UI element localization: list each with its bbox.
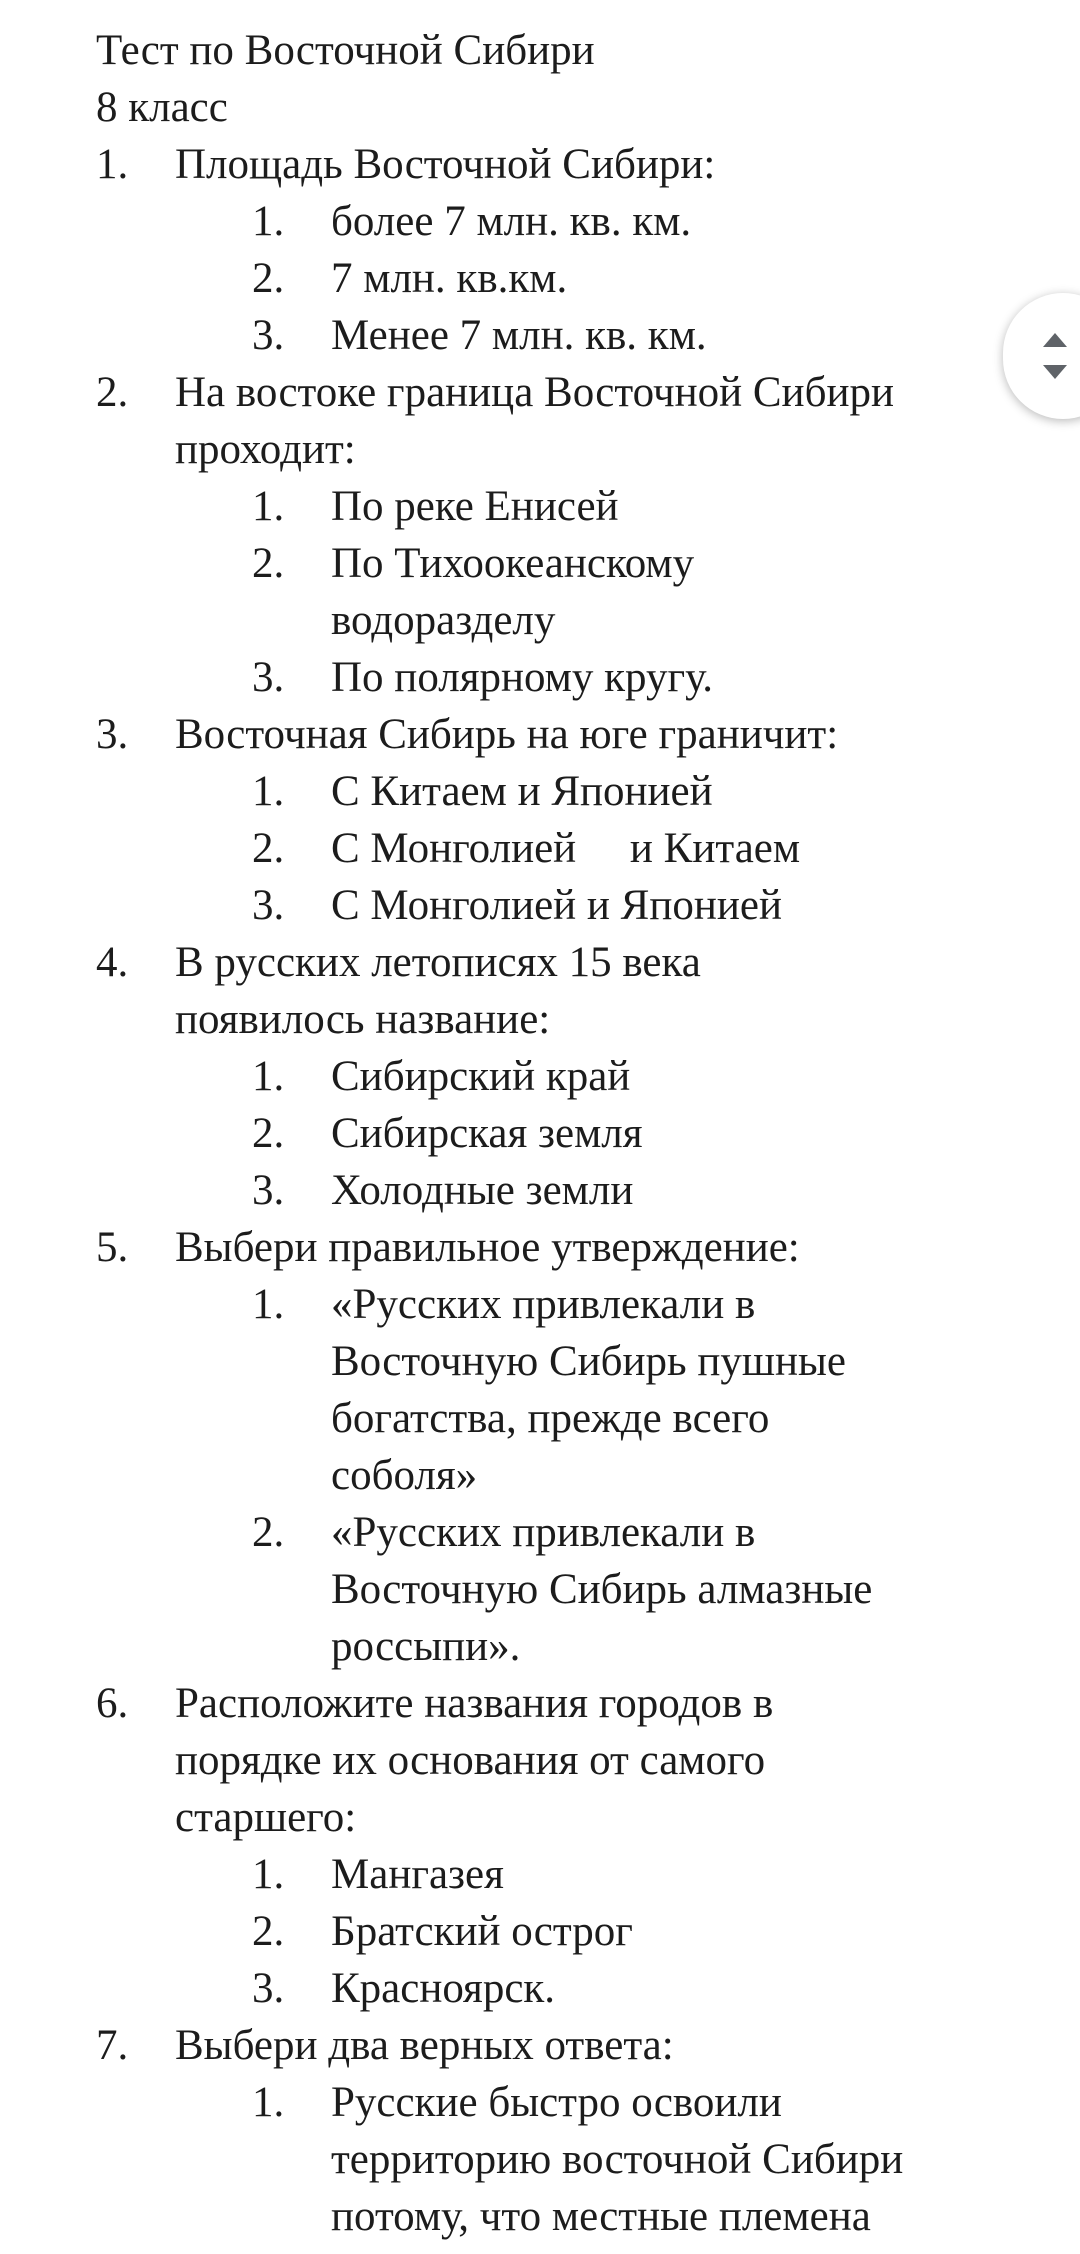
answer-option: [96, 1846, 996, 1903]
option-number: 1.: [252, 483, 285, 530]
question: [96, 1219, 996, 1276]
question-list: [96, 136, 996, 2245]
option-text: россыпи».: [331, 1623, 521, 1670]
scroll-handle[interactable]: [1003, 293, 1080, 419]
question-number: 7.: [96, 2022, 129, 2069]
option-text: Менее 7 млн. кв. км.: [331, 312, 707, 359]
answer-options: [96, 1846, 996, 2017]
question: [96, 364, 996, 478]
option-number: 2.: [252, 1509, 285, 1556]
question: [96, 2017, 996, 2074]
answer-option: [96, 820, 996, 877]
option-number: 3.: [252, 1167, 285, 1214]
answer-options: [96, 1276, 996, 1675]
question-text: Площадь Восточной Сибири:: [175, 141, 716, 188]
question-text: Выбери два верных ответа:: [175, 2022, 674, 2069]
option-text: Сибирский край: [331, 1053, 631, 1100]
option-number: 1.: [252, 1053, 285, 1100]
chevron-up-icon: [1043, 333, 1067, 347]
option-text: «Русских привлекали в: [331, 1281, 756, 1328]
option-text: «Русских привлекали в: [331, 1509, 756, 1556]
question-text: Расположите названия городов в: [175, 1680, 774, 1727]
answer-option: [96, 1903, 996, 1960]
answer-option: [96, 1048, 996, 1105]
answer-options: [96, 2074, 996, 2245]
option-text: Русские быстро освоили: [331, 2079, 782, 2126]
option-text: Красноярск.: [331, 1965, 556, 2012]
answer-option: [96, 1276, 996, 1504]
answer-option: [96, 478, 996, 535]
option-text: богатства, прежде всего: [331, 1395, 770, 1442]
option-text: Холодные земли: [331, 1167, 634, 1214]
answer-option: [96, 307, 996, 364]
option-number: 3.: [252, 882, 285, 929]
question-text: порядке их основания от самого: [175, 1737, 766, 1784]
option-text: Восточную Сибирь пушные: [331, 1338, 847, 1385]
option-number: 1.: [252, 768, 285, 815]
option-text: Сибирская земля: [331, 1110, 643, 1157]
question-number: 1.: [96, 141, 129, 188]
option-text: С Монголией и Японией: [331, 882, 782, 929]
option-text: Восточную Сибирь алмазные: [331, 1566, 873, 1613]
question-text: проходит:: [175, 426, 356, 473]
option-number: 1.: [252, 1281, 285, 1328]
answer-option: [96, 1105, 996, 1162]
answer-option: [96, 763, 996, 820]
question: [96, 1675, 996, 1846]
option-text: более 7 млн. кв. км.: [331, 198, 692, 245]
answer-options: [96, 193, 996, 364]
question-text: Восточная Сибирь на юге граничит:: [175, 711, 839, 758]
question-number: 5.: [96, 1224, 129, 1271]
option-text: По полярному кругу.: [331, 654, 714, 701]
chevron-down-icon: [1043, 365, 1067, 379]
option-number: 2.: [252, 540, 285, 587]
option-number: 2.: [252, 1110, 285, 1157]
answer-option: [96, 649, 996, 706]
question-text: На востоке граница Восточной Сибири: [175, 369, 894, 416]
option-number: 3.: [252, 654, 285, 701]
question: [96, 136, 996, 193]
option-text: потому, что местные племена: [331, 2193, 871, 2240]
question-number: 3.: [96, 711, 129, 758]
question: [96, 706, 996, 763]
answer-option: [96, 193, 996, 250]
option-text: Братский острог: [331, 1908, 633, 1955]
answer-option: [96, 1960, 996, 2017]
answer-options: [96, 763, 996, 934]
question: [96, 934, 996, 1048]
option-text: соболя»: [331, 1452, 478, 1499]
question-text: В русских летописях 15 века: [175, 939, 701, 986]
answer-option: [96, 1504, 996, 1675]
option-text: территорию восточной Сибири: [331, 2136, 904, 2183]
option-text: По Тихоокеанскому: [331, 540, 695, 587]
answer-option: [96, 250, 996, 307]
option-text: 7 млн. кв.км.: [331, 255, 568, 302]
question-number: 6.: [96, 1680, 129, 1727]
option-number: 3.: [252, 1965, 285, 2012]
question-text: старшего:: [175, 1794, 357, 1841]
option-text: водоразделу: [331, 597, 556, 644]
answer-option: [96, 1162, 996, 1219]
option-number: 1.: [252, 1851, 285, 1898]
option-text: С Китаем и Японией: [331, 768, 713, 815]
question-text: появилось название:: [175, 996, 551, 1043]
option-text: Мангазея: [331, 1851, 504, 1898]
question-number: 4.: [96, 939, 129, 986]
answer-option: [96, 535, 996, 649]
option-text: По реке Енисей: [331, 483, 619, 530]
question-text: Выбери правильное утверждение:: [175, 1224, 800, 1271]
answer-option: [96, 877, 996, 934]
option-number: 1.: [252, 198, 285, 245]
option-number: 2.: [252, 255, 285, 302]
document-title: Тест по Восточной Сибири: [96, 27, 595, 74]
document-grade: 8 класс: [96, 84, 228, 131]
option-number: 1.: [252, 2079, 285, 2126]
question-number: 2.: [96, 369, 129, 416]
answer-options: [96, 1048, 996, 1219]
document: [96, 22, 996, 2245]
answer-option: [96, 2074, 996, 2245]
option-number: 2.: [252, 1908, 285, 1955]
option-number: 3.: [252, 312, 285, 359]
option-number: 2.: [252, 825, 285, 872]
answer-options: [96, 478, 996, 706]
option-text: С Монголией и Китаем: [331, 825, 801, 872]
